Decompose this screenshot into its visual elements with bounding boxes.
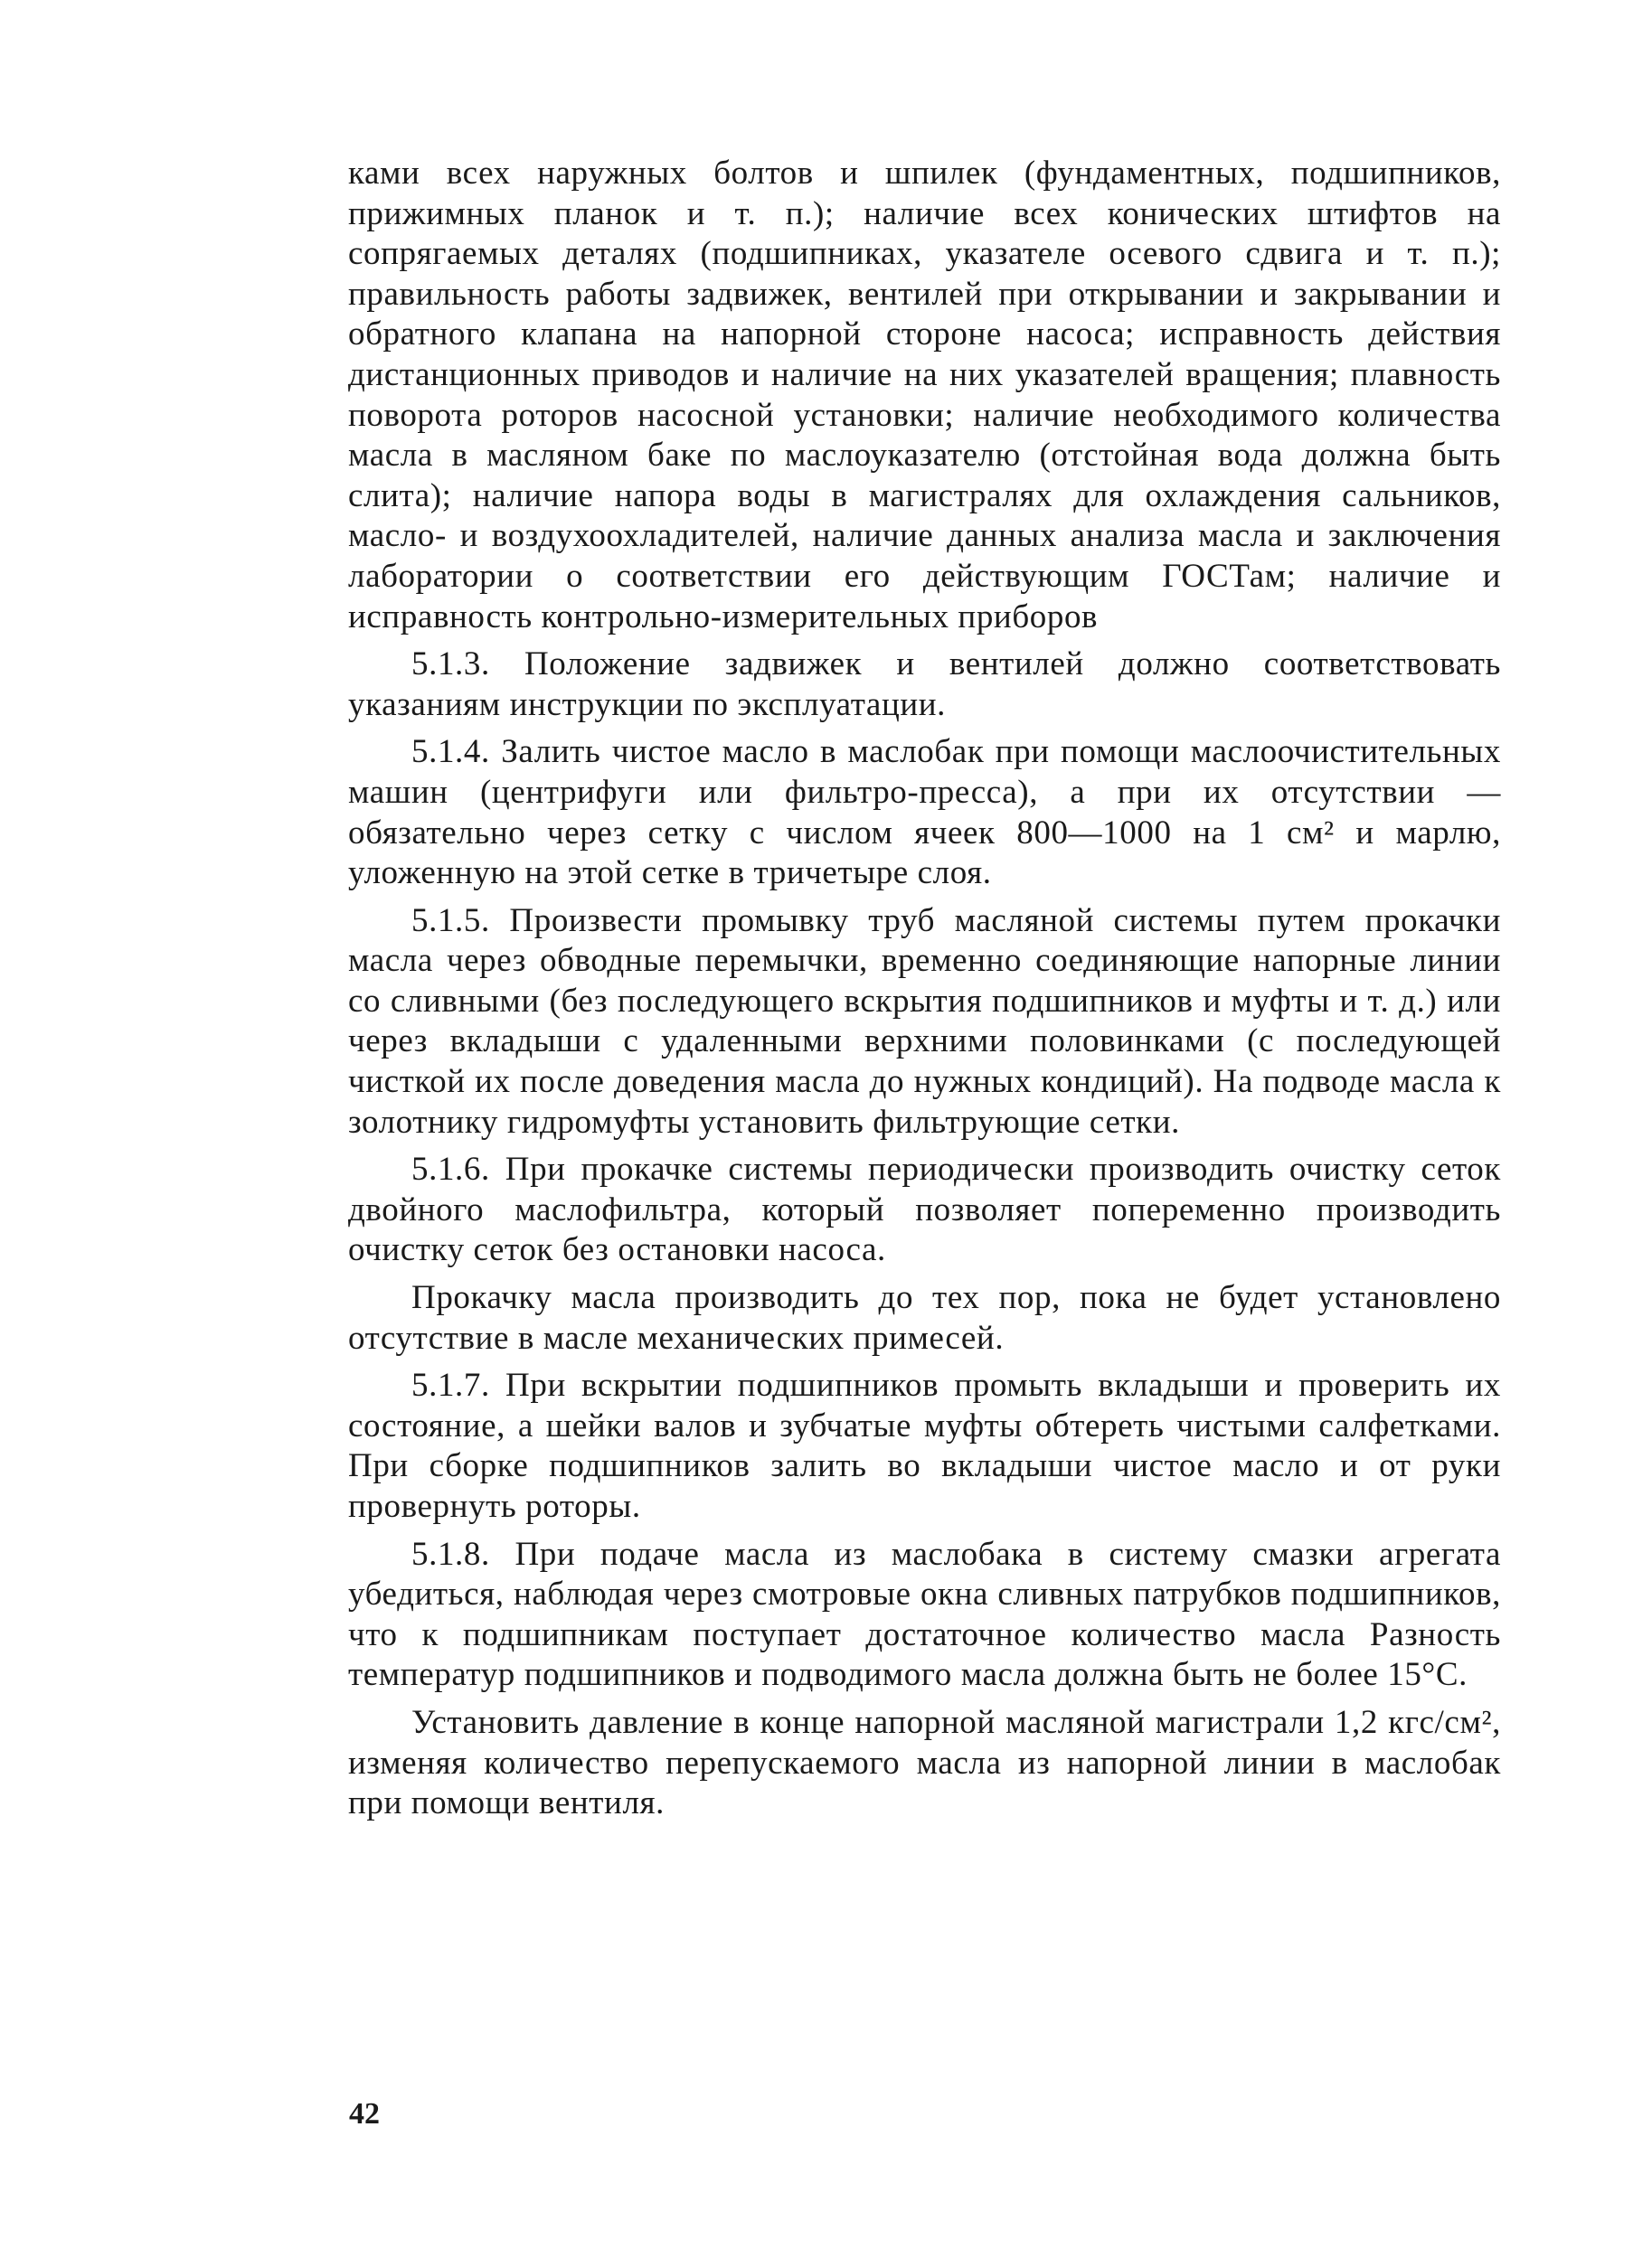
paragraph-5-1-8: 5.1.8. При подаче масла из маслобака в систему смазки агрегата убедиться, наблюдая через смотровые окна сливных патрубков подшипников, что к подшипникам поступает достаточное количество масла Разность температур подшипников и подводимого масла должна быть не более 15°С.	[348, 1535, 1501, 1694]
paragraph-5-1-4: 5.1.4. Залить чистое масло в маслобак при помощи маслоочистительных машин (центрифуги или фильтро-пресса), а при их отсутствии — обязательно через сетку с числом ячеек 800—1000 на 1 см² и марлю, уложенную на этой сетке в тричетыре слоя.	[348, 733, 1501, 892]
paragraph-5-1-3: 5.1.3. Положение задвижек и вентилей должно соответствовать указаниям инструкции по эксплуатации.	[348, 645, 1501, 723]
paragraph-set-pressure: Установить давление в конце напорной масляной магистрали 1,2 кгс/см², изменяя количество перепускаемого масла из напорной линии в маслобак при помощи вентиля.	[348, 1703, 1501, 1822]
page-number: 42	[349, 2097, 380, 2131]
page-body	[348, 154, 1501, 1824]
paragraph-continuation: ками всех наружных болтов и шпилек (фундаментных, подшипников, прижимных планок и т. п.); наличие всех конических штифтов на сопрягаемых деталях (подшипниках, указателе осевого сдвига и т. п.); правильность работы задвижек, вентилей при открывании и закрывании и обратного клапана на напорной стороне насоса; исправность действия дистанционных приводов и наличие на них указателей вращения; плавность поворота роторов насосной установки; наличие необходимого количества масла в масляном баке по маслоуказателю (отстойная вода должна быть слита); наличие напора воды в магистралях для охлаждения сальников, масло- и воздухоохладителей, наличие данных анализа масла и заключения лаборатории о соответствии его действующим ГОСТам; наличие и исправность контрольно-измерительных приборов	[348, 155, 1501, 635]
paragraph-5-1-7: 5.1.7. При вскрытии подшипников промыть вкладыши и проверить их состояние, а шейки валов и зубчатые муфты обтереть чистыми салфетками. При сборке подшипников залить во вкладыши чистое масло и от руки провернуть роторы.	[348, 1367, 1501, 1525]
paragraph-5-1-5: 5.1.5. Произвести промывку труб масляной системы путем прокачки масла через обводные перемычки, временно соединяющие напорные линии со сливными (без последующего вскрытия подшипников и муфты и т. д.) или через вкладыши с удаленными верхними половинками (с последующей чисткой их после доведения масла до нужных кондиций). На подводе масла к золотнику гидромуфты установить фильтрующие сетки.	[348, 901, 1501, 1141]
paragraph-5-1-6: 5.1.6. При прокачке системы периодически производить очистку сеток двойного маслофильтра, который позволяет попеременно производить очистку сеток без остановки насоса.	[348, 1151, 1501, 1269]
paragraph-oil-pumping: Прокачку масла производить до тех пор, пока не будет установлено отсутствие в масле механических примесей.	[348, 1279, 1501, 1357]
